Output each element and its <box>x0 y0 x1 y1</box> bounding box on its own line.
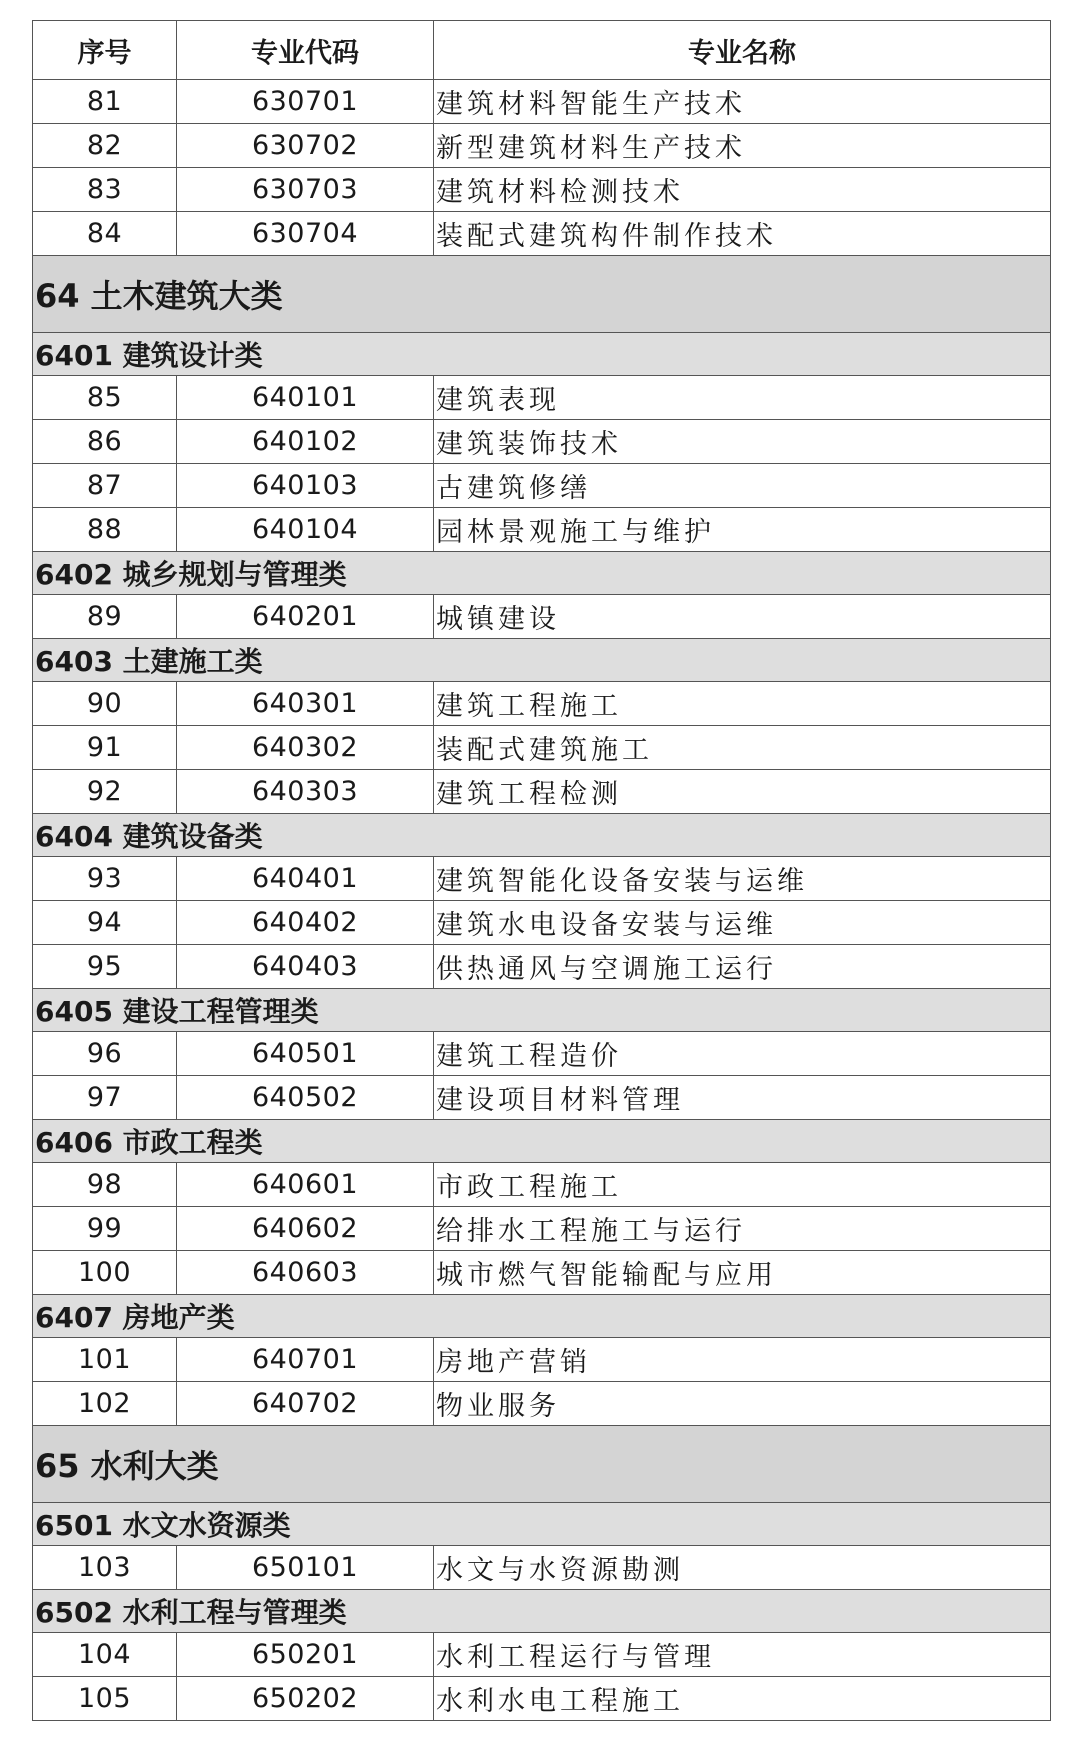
code-cell: 640101 <box>177 376 434 420</box>
seq-cell: 88 <box>33 508 177 552</box>
name-cell: 建筑材料智能生产技术 <box>434 80 1051 124</box>
subcategory-title: 6402 城乡规划与管理类 <box>33 552 1051 595</box>
name-cell: 建筑工程造价 <box>434 1032 1051 1076</box>
seq-cell: 84 <box>33 212 177 256</box>
code-cell: 640701 <box>177 1338 434 1382</box>
subcategory-row <box>33 639 1051 682</box>
table-header <box>33 21 1051 80</box>
subcategory-title: 6401 建筑设计类 <box>33 333 1051 376</box>
seq-cell: 103 <box>33 1546 177 1590</box>
major-category-title: 64 土木建筑大类 <box>33 256 1051 333</box>
table-row <box>33 1076 1051 1120</box>
table-row <box>33 508 1051 552</box>
subcategory-title: 6501 水文水资源类 <box>33 1503 1051 1546</box>
code-cell: 640603 <box>177 1251 434 1295</box>
seq-cell: 94 <box>33 901 177 945</box>
table-row <box>33 945 1051 989</box>
name-cell: 水利水电工程施工 <box>434 1677 1051 1721</box>
table-row <box>33 1032 1051 1076</box>
code-cell: 640501 <box>177 1032 434 1076</box>
table-row <box>33 1163 1051 1207</box>
code-cell: 630703 <box>177 168 434 212</box>
name-cell: 建筑智能化设备安装与运维 <box>434 857 1051 901</box>
seq-cell: 101 <box>33 1338 177 1382</box>
name-cell: 供热通风与空调施工运行 <box>434 945 1051 989</box>
name-cell: 装配式建筑构件制作技术 <box>434 212 1051 256</box>
code-cell: 640103 <box>177 464 434 508</box>
subcategory-row <box>33 1590 1051 1633</box>
seq-cell: 81 <box>33 80 177 124</box>
table-row <box>33 1207 1051 1251</box>
seq-cell: 100 <box>33 1251 177 1295</box>
name-cell: 城市燃气智能输配与应用 <box>434 1251 1051 1295</box>
seq-cell: 85 <box>33 376 177 420</box>
name-cell: 物业服务 <box>434 1382 1051 1426</box>
code-cell: 630702 <box>177 124 434 168</box>
major-catalog-table <box>32 20 1051 1721</box>
name-cell: 建筑表现 <box>434 376 1051 420</box>
header-seq: 序号 <box>33 21 177 80</box>
subcategory-row <box>33 552 1051 595</box>
table-row <box>33 1382 1051 1426</box>
code-cell: 640602 <box>177 1207 434 1251</box>
seq-cell: 105 <box>33 1677 177 1721</box>
code-cell: 640102 <box>177 420 434 464</box>
code-cell: 630701 <box>177 80 434 124</box>
name-cell: 城镇建设 <box>434 595 1051 639</box>
code-cell: 640302 <box>177 726 434 770</box>
seq-cell: 82 <box>33 124 177 168</box>
table-row <box>33 376 1051 420</box>
subcategory-row <box>33 1120 1051 1163</box>
table-row <box>33 1677 1051 1721</box>
name-cell: 建筑装饰技术 <box>434 420 1051 464</box>
code-cell: 650101 <box>177 1546 434 1590</box>
seq-cell: 89 <box>33 595 177 639</box>
code-cell: 640104 <box>177 508 434 552</box>
table-row <box>33 1251 1051 1295</box>
table-body <box>33 80 1051 1721</box>
seq-cell: 102 <box>33 1382 177 1426</box>
name-cell: 新型建筑材料生产技术 <box>434 124 1051 168</box>
subcategory-title: 6407 房地产类 <box>33 1295 1051 1338</box>
table-row <box>33 464 1051 508</box>
name-cell: 建筑工程施工 <box>434 682 1051 726</box>
name-cell: 装配式建筑施工 <box>434 726 1051 770</box>
table-row <box>33 770 1051 814</box>
table-row <box>33 168 1051 212</box>
table-row <box>33 1546 1051 1590</box>
seq-cell: 91 <box>33 726 177 770</box>
name-cell: 水利工程运行与管理 <box>434 1633 1051 1677</box>
subcategory-title: 6405 建设工程管理类 <box>33 989 1051 1032</box>
table-row <box>33 420 1051 464</box>
seq-cell: 86 <box>33 420 177 464</box>
seq-cell: 99 <box>33 1207 177 1251</box>
table-row <box>33 595 1051 639</box>
table-row <box>33 80 1051 124</box>
subcategory-title: 6404 建筑设备类 <box>33 814 1051 857</box>
code-cell: 640502 <box>177 1076 434 1120</box>
table-row <box>33 212 1051 256</box>
major-catalog-table-container <box>32 20 1050 1721</box>
major-category-row <box>33 1426 1051 1503</box>
table-row <box>33 1338 1051 1382</box>
seq-cell: 96 <box>33 1032 177 1076</box>
code-cell: 650202 <box>177 1677 434 1721</box>
subcategory-row <box>33 1503 1051 1546</box>
name-cell: 建筑工程检测 <box>434 770 1051 814</box>
major-category-title: 65 水利大类 <box>33 1426 1051 1503</box>
code-cell: 640601 <box>177 1163 434 1207</box>
table-row <box>33 682 1051 726</box>
subcategory-row <box>33 333 1051 376</box>
name-cell: 建筑水电设备安装与运维 <box>434 901 1051 945</box>
subcategory-row <box>33 1295 1051 1338</box>
subcategory-row <box>33 814 1051 857</box>
name-cell: 给排水工程施工与运行 <box>434 1207 1051 1251</box>
name-cell: 市政工程施工 <box>434 1163 1051 1207</box>
table-row <box>33 124 1051 168</box>
table-row <box>33 1633 1051 1677</box>
table-row <box>33 901 1051 945</box>
table-row <box>33 857 1051 901</box>
subcategory-row <box>33 989 1051 1032</box>
seq-cell: 97 <box>33 1076 177 1120</box>
name-cell: 古建筑修缮 <box>434 464 1051 508</box>
name-cell: 建设项目材料管理 <box>434 1076 1051 1120</box>
code-cell: 640403 <box>177 945 434 989</box>
seq-cell: 83 <box>33 168 177 212</box>
name-cell: 房地产营销 <box>434 1338 1051 1382</box>
name-cell: 园林景观施工与维护 <box>434 508 1051 552</box>
code-cell: 640301 <box>177 682 434 726</box>
code-cell: 640702 <box>177 1382 434 1426</box>
seq-cell: 92 <box>33 770 177 814</box>
seq-cell: 98 <box>33 1163 177 1207</box>
code-cell: 650201 <box>177 1633 434 1677</box>
name-cell: 水文与水资源勘测 <box>434 1546 1051 1590</box>
major-category-row <box>33 256 1051 333</box>
subcategory-title: 6403 土建施工类 <box>33 639 1051 682</box>
seq-cell: 90 <box>33 682 177 726</box>
header-name: 专业名称 <box>434 21 1051 80</box>
code-cell: 640303 <box>177 770 434 814</box>
subcategory-title: 6502 水利工程与管理类 <box>33 1590 1051 1633</box>
seq-cell: 93 <box>33 857 177 901</box>
table-row <box>33 726 1051 770</box>
seq-cell: 104 <box>33 1633 177 1677</box>
seq-cell: 87 <box>33 464 177 508</box>
code-cell: 630704 <box>177 212 434 256</box>
code-cell: 640201 <box>177 595 434 639</box>
header-code: 专业代码 <box>177 21 434 80</box>
subcategory-title: 6406 市政工程类 <box>33 1120 1051 1163</box>
code-cell: 640402 <box>177 901 434 945</box>
seq-cell: 95 <box>33 945 177 989</box>
name-cell: 建筑材料检测技术 <box>434 168 1051 212</box>
code-cell: 640401 <box>177 857 434 901</box>
